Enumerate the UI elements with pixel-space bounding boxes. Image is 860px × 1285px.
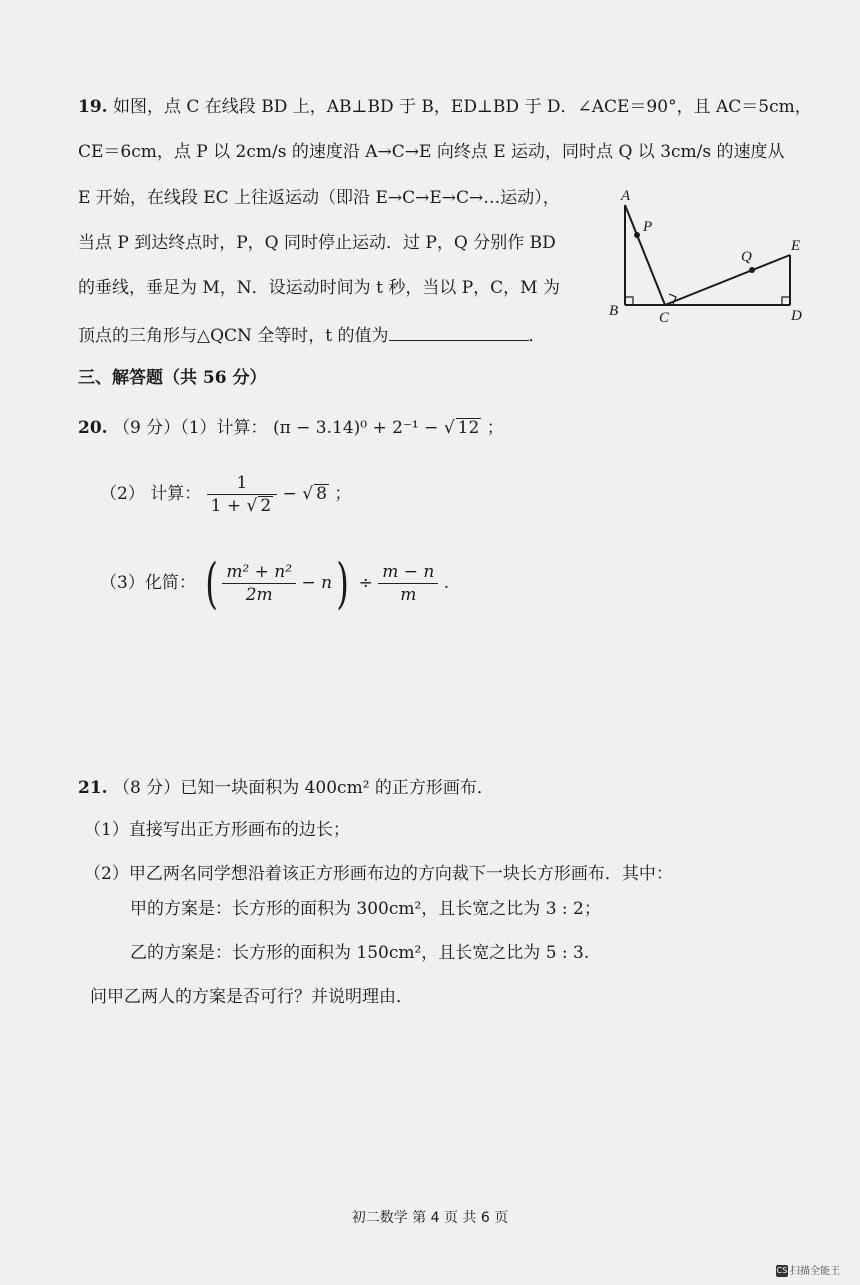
q20-part2-den-radicand: 2 — [260, 496, 272, 516]
q20-part2: （2） 计算： $\frac{1}{1 + √ 2}$ − √ 8 ； — [100, 473, 352, 516]
q20-part3-end: . — [443, 573, 450, 593]
geometry-figure — [605, 183, 820, 323]
q20-part2-minus: − — [282, 484, 297, 504]
q21-number: 21. — [78, 778, 108, 798]
q21-intro — [78, 776, 494, 800]
label-e: E — [791, 238, 801, 254]
q21-intro-text: （8 分）已知一块面积为 400cm² 的正方形画布． — [112, 778, 494, 798]
q20-part3-minus-n: − n — [301, 573, 333, 593]
scanner-name: 扫描全能王 — [790, 1266, 840, 1277]
q20-part1-expr: (π − 3.14)⁰ + 2⁻¹ − — [272, 418, 439, 438]
q20-part3-denominator: 2m — [245, 585, 273, 605]
q19-line4: 当点 P 到达终点时，P，Q 同时停止运动．过 P，Q 分别作 BD — [78, 233, 556, 253]
q20-number: 20. — [78, 418, 108, 438]
q20-part2-fraction: $\frac{1}{1 + √ 2}$ — [207, 472, 278, 517]
q20-part3-fraction1 — [222, 561, 296, 606]
label-b: B — [609, 303, 619, 319]
right-angle-d — [782, 297, 790, 305]
q20-part2-end: ； — [334, 484, 352, 504]
q19-line6 — [78, 322, 546, 348]
q19-text-6-end: ． — [528, 326, 546, 346]
label-a: A — [621, 188, 631, 204]
scanner-watermark — [776, 1262, 840, 1277]
q20-part3-numerator: m² + n² — [222, 561, 296, 584]
q19-line5: 的垂线，垂足为 M，N．设运动时间为 t 秒，当以 P，C，M 为 — [78, 278, 560, 298]
point-q — [749, 267, 755, 273]
left-paren: ( — [205, 551, 219, 615]
section3-title: 三、解答题（共 56 分） — [78, 368, 267, 388]
q19-text-1: 如图，点 C 在线段 BD 上，AB⊥BD 于 B，ED⊥BD 于 D．∠ACE＝90°，且 AC＝5cm， — [112, 97, 812, 117]
q20-part3-fraction2 — [378, 561, 438, 606]
answer-blank — [389, 322, 529, 341]
label-c: C — [659, 310, 670, 323]
q19-number: 19. — [78, 97, 108, 117]
q21-ask: 问甲乙两人的方案是否可行？并说明理由． — [90, 987, 413, 1007]
q21-plan-a: 甲的方案是：长方形的面积为 300cm²，且长宽之比为 3 : 2； — [130, 899, 601, 919]
page-footer: 初二数学 第 4 页 共 6 页 — [351, 1210, 509, 1226]
q19-text-6: 顶点的三角形与△QCN 全等时，t 的值为 — [78, 326, 389, 346]
q20-part1-prefix: （9 分）（1）计算： — [112, 418, 268, 438]
q20-part3 — [100, 553, 449, 613]
q19-line1 — [78, 95, 812, 119]
q20-part3-denominator2: m — [400, 585, 417, 605]
q20-part2-radicand: 8 — [316, 484, 327, 504]
label-d: D — [791, 308, 802, 323]
q20-part1-end: ； — [486, 418, 504, 438]
q19-line3: E 开始，在线段 EC 上往返运动（即沿 E→C→E→C→…运动）， — [78, 188, 560, 208]
q20-part3-prefix: （3）化简： — [100, 573, 196, 593]
q21-part2: （2）甲乙两名同学想沿着该正方形画布边的方向裁下一块长方形画布．其中： — [84, 864, 673, 884]
q21-plan-b: 乙的方案是：长方形的面积为 150cm²，且长宽之比为 5 : 3. — [130, 943, 590, 963]
scanner-logo-icon: CS — [776, 1266, 788, 1275]
segment-ce — [665, 255, 790, 305]
q20-part2-den-a: 1 + — [210, 496, 242, 516]
point-p — [634, 232, 640, 238]
q20-part2-prefix: （2） 计算： — [100, 484, 202, 504]
right-paren: ) — [336, 551, 349, 615]
label-q: Q — [741, 249, 752, 265]
q20-part2-numerator: 1 — [207, 472, 278, 495]
q20-part1: 20. （9 分）（1）计算： (π − 3.14)⁰ + 2⁻¹ − √ 12 ； — [78, 418, 504, 438]
q21-part1: （1）直接写出正方形画布的边长； — [84, 820, 350, 840]
right-angle-b — [625, 297, 633, 305]
q20-part3-div: ÷ — [358, 573, 373, 593]
q20-part3-numerator2: m − n — [378, 561, 438, 584]
label-p: P — [643, 219, 653, 235]
q20-part1-radicand: 12 — [457, 418, 480, 438]
q19-line2: CE＝6cm，点 P 以 2cm/s 的速度沿 A→C→E 向终点 E 运动，同时点 Q 以 3cm/s 的速度从 — [78, 142, 785, 162]
